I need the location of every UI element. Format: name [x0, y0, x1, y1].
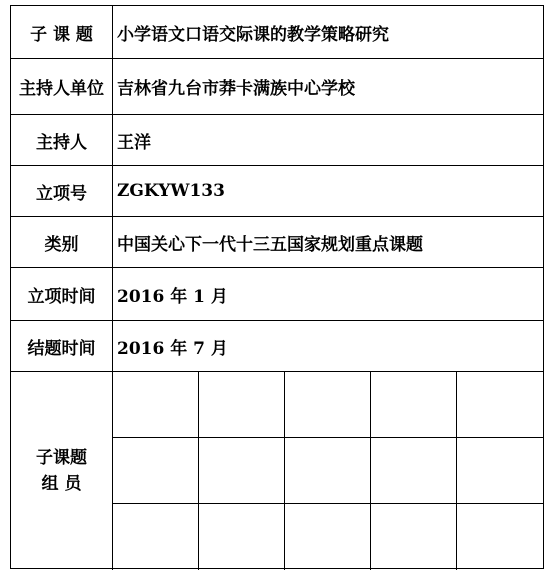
project-number-label: 立项号: [11, 166, 113, 216]
member-cell: [113, 372, 199, 438]
category-value: 中国关心下一代十三五国家规划重点课题: [117, 234, 423, 255]
row-host-unit: [11, 59, 543, 115]
start-date-label: 立项时间: [11, 268, 113, 320]
subtopic-value: 小学语文口语交际课的教学策略研究: [117, 24, 389, 45]
members-label: [11, 372, 113, 570]
row-end-date: [11, 321, 543, 372]
start-date-value: 2016 年 1 月: [117, 286, 228, 307]
row-host: [11, 115, 543, 166]
member-cell: [285, 504, 371, 570]
host-unit-value: 吉林省九台市莽卡满族中心学校: [117, 79, 355, 99]
member-cell: [113, 438, 199, 504]
member-cell: [457, 504, 543, 570]
row-subtopic: [11, 6, 543, 59]
member-cell: [457, 438, 543, 504]
row-project-number: [11, 166, 543, 217]
members-grid: [113, 372, 543, 570]
end-date-label: 结题时间: [11, 321, 113, 371]
member-cell: [371, 372, 457, 438]
category-label: 类别: [11, 217, 113, 267]
project-info-table: [10, 5, 544, 569]
host-label: 主持人: [11, 115, 113, 165]
member-cell: [371, 438, 457, 504]
member-cell: [199, 438, 285, 504]
member-cell: [199, 504, 285, 570]
end-date-value: 2016 年 7 月: [117, 338, 228, 359]
member-cell: [199, 372, 285, 438]
members-label-line1: 子课题: [36, 448, 87, 468]
members-section: [11, 372, 543, 570]
member-cell: [285, 438, 371, 504]
row-category: [11, 217, 543, 268]
host-unit-label: 主持人单位: [11, 59, 113, 114]
row-start-date: [11, 268, 543, 321]
member-cell: [371, 504, 457, 570]
members-label-line2: 组 员: [41, 474, 82, 494]
member-cell: [113, 504, 199, 570]
member-cell: [457, 372, 543, 438]
member-cell: [285, 372, 371, 438]
subtopic-label: 子 课 题: [11, 6, 113, 58]
host-value: 王洋: [117, 132, 151, 153]
project-number-value: ZGKYW133: [117, 181, 225, 201]
